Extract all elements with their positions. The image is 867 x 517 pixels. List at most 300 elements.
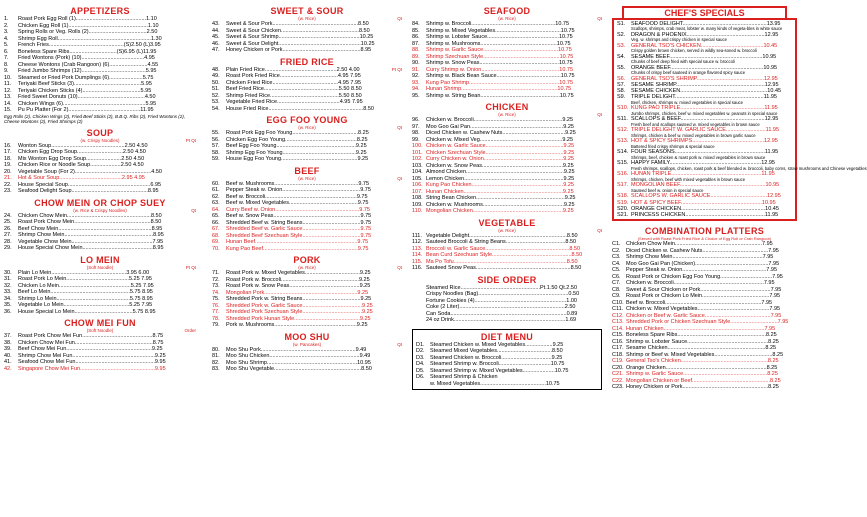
item-number: 74. (212, 289, 220, 296)
item-number: C8. (612, 286, 621, 293)
item-text: Roast Pork or Chicken Lo Mein............................................7.95 (626, 293, 781, 300)
item-text: Chicken w. Mushrooms.....................................................9.25 (426, 201, 575, 208)
item-text: Shrimp Chow Mein..........................................................8.95 (18, 232, 164, 238)
item-number: 20. (4, 168, 12, 175)
item-text: Shrimp Egg Foo Young................................................9.25 (226, 149, 367, 156)
item-number: 10. (4, 74, 12, 81)
item-text: Cheese Wontons (Crab Rangoon) (6).........................4.55 (18, 61, 159, 68)
item-text: Beef w. Broccoli...............................................................7.95 (626, 299, 773, 306)
item-number: 49. (212, 73, 220, 79)
item-number: 75. (212, 296, 220, 302)
item-text: Steamed Rice....................................................Pt.1.50 Qt.2.50 (426, 284, 578, 291)
item-number: 44. (212, 27, 220, 34)
item-number: S16. (617, 171, 629, 178)
size-labels: Pt Qt (185, 264, 196, 270)
item-description: Beef, chicken, shrimps w. mixed vegetables in special sauce (631, 99, 743, 105)
section-title: BEEF (294, 165, 320, 176)
item-number: S21. (617, 211, 629, 218)
item-text: Shrimp Egg Roll.............................................................1.30 (18, 35, 162, 42)
section-note: (Soft Noodle) (86, 328, 114, 333)
item-number: 115. (412, 258, 423, 265)
item-text: Chicken Chow Mein.......................................................8.50 (18, 212, 162, 219)
section-title: EGG FOO YOUNG (266, 115, 348, 125)
item-number: 80. (212, 346, 220, 353)
section-note: (w. Rice) (498, 227, 516, 233)
item-text: Hot & Sour Soup.........................................2.95 4.95 (18, 175, 145, 181)
item-number: 59. (212, 156, 220, 162)
item-text: Moo Shu Chicken...........................................................9.49 (226, 353, 371, 359)
item-number: S12. (617, 127, 629, 134)
size-labels: Qt (597, 16, 602, 21)
item-text: Vegetable Soup (For 2)..................................................4.50 (18, 168, 162, 175)
item-number: C9. (612, 293, 621, 300)
menu-item (412, 93, 602, 100)
item-text: Vegetable Delight................................................................8.50 (426, 232, 578, 239)
item-number: D3. (416, 354, 425, 361)
item-number: 8. (4, 61, 9, 68)
item-number: 36. (4, 308, 12, 315)
item-text: Vegetable Lo Mein...........................................5.25 7.95 (18, 302, 153, 308)
item-number: S2. (617, 31, 626, 38)
item-number: 83. (212, 366, 220, 372)
size-labels: Qt (191, 207, 196, 213)
diet-menu-title: DIET MENU (480, 331, 534, 342)
section-note: (w. Rice) (498, 16, 516, 21)
item-number: S10. (617, 105, 629, 112)
item-text: Chicken Lo Mein...............................................5.25 7.95 (18, 282, 154, 289)
item-text: Chicken w. Mixed Vegetables...............................................7.95 (626, 306, 781, 313)
item-number: S4. (617, 53, 626, 60)
item-text: Shredded Beef Szechuan Style......................................9.75 (226, 232, 372, 239)
item-number: 5. (4, 42, 9, 48)
item-text: Spring Rolls or Veg. Rolls (2)......................................2.50 (18, 29, 158, 35)
item-description: Chunks of crispy beef sauteed in orange flavored spicy sauce (631, 70, 746, 76)
item-text: Mongolian Pork.............................................................9.25 (226, 289, 369, 296)
item-number: 30. (4, 269, 12, 276)
size-labels: Pt Qt (391, 66, 402, 72)
item-number: 113. (412, 245, 423, 252)
item-number: 93. (412, 79, 420, 86)
item-number: D1. (416, 341, 425, 348)
item-number: S20. (617, 205, 629, 212)
item-number: 7. (4, 55, 9, 61)
item-number: C11. (612, 306, 624, 313)
item-text: Chicken w. Snow Peas.....................................................9.25 (426, 162, 574, 169)
item-text: Shrimp w. Lobster Sauce.....................................................8.25 (626, 338, 779, 345)
item-number: 82. (212, 359, 220, 366)
item-text: ORANGE BEEF.............................................................10.95 (631, 64, 778, 71)
item-text: Chicken Egg Drop Soup..............................2.50 4.50 (18, 149, 146, 155)
item-text: 24 oz Drink.........................................................................1.69 (426, 317, 577, 323)
item-number: S18. (617, 193, 629, 200)
item-number: D2. (416, 348, 425, 354)
menu-section (212, 255, 402, 329)
item-text: Curry Chicken w. Onion....................................................9.25 (426, 156, 574, 162)
item-text: Seafood Chow Mei Fun....................................................9.95 (18, 359, 166, 365)
section-subtitle (212, 342, 402, 347)
menu-item (4, 245, 196, 252)
item-text: Chicken Egg Roll (1)....................................................1.10 (18, 22, 159, 29)
size-labels: Qt (597, 112, 602, 117)
menu-item (4, 309, 196, 316)
item-text: Shrimp w. Mushrooms..................................................10.75 (426, 40, 571, 47)
item-number: S9. (617, 94, 626, 101)
menu-item (412, 317, 602, 324)
item-number: C5. (612, 267, 621, 274)
item-text: Moo Goo Gai Pan (Chicken)................................................7.95 (626, 260, 780, 267)
item-number: 61. (212, 187, 220, 193)
item-number: 39. (4, 346, 12, 352)
item-number: 27. (4, 232, 12, 238)
item-text: Shrimp w. Snow Peas....................................................10.75 (426, 60, 573, 66)
item-number: S13. (617, 138, 629, 145)
item-text: Boneless Spare Ribs...............................(S)6.95 (L)11.95 (18, 48, 157, 55)
section-subtitle (212, 125, 402, 130)
item-number: 31. (4, 276, 12, 282)
item-number: 95. (412, 92, 420, 99)
item-text: Chicken w. Broccoli...........................................................7.95 (626, 280, 775, 287)
menu-section (4, 198, 196, 252)
item-number: 29. (4, 245, 12, 251)
item-text: Chicken w. Broccoli..........................................................9.25 (426, 117, 574, 123)
menu-section (412, 102, 602, 215)
section-note: (w. Crispy Noodles) (80, 137, 120, 143)
item-description: Jumbo shrimps, chicken, beef w. mixed vegetables w. peanuts in special sauce (631, 110, 778, 116)
size-labels: Qt (597, 227, 602, 233)
item-number: 1. (4, 16, 9, 22)
item-text: Chicken Chow Mein.........................................................7.95 (626, 241, 773, 248)
item-number: 58. (212, 149, 220, 156)
item-number: 18. (4, 155, 12, 162)
item-text: Shredded Pork w. Garlic Sauce.......................................9.25 (226, 302, 373, 309)
item-number: 73. (212, 283, 220, 289)
item-text: Chicken Fried Rice...........................................4.95 7.95 (226, 79, 362, 86)
item-text: Roast Pork w. Broccoli...................................................9.25 (226, 276, 370, 283)
item-number: 43. (212, 21, 220, 27)
item-number: C15. (612, 332, 624, 339)
item-text: GENERAL TSO'S SHRIMP............................................12.95 (631, 75, 778, 82)
item-number: 63. (212, 200, 220, 206)
item-text: TRIPLE DELIGHT W. GARLIC SAUCE..........................11.95 (631, 127, 780, 134)
item-text: Pork w. Mushrooms......................................................9.25 (226, 322, 368, 328)
section-title: SWEET & SOUR (270, 6, 344, 16)
item-number: 3. (4, 29, 9, 35)
item-number: C10. (612, 299, 624, 306)
item-text: Shrimp w. Mixed Vegetables...........................................10.75 (426, 27, 575, 34)
item-number: 13. (4, 94, 12, 100)
item-text: Shrimp Chow Mein...........................................................7.95 (626, 254, 774, 261)
item-number: 47. (212, 47, 220, 53)
item-text: Teriyaki Beef Sticks (3)............................................5.95 (18, 81, 152, 87)
size-labels: Qt (397, 265, 402, 270)
section-title: PORK (293, 255, 321, 265)
item-number: 51. (212, 86, 220, 92)
menu-item (212, 322, 402, 329)
item-number: 102. (412, 156, 423, 162)
item-text: Teriyaki Chicken Sticks (4)......................................5.95 (18, 87, 152, 94)
menu-item (4, 188, 196, 195)
item-number: C4. (612, 260, 621, 267)
item-number: C6. (612, 273, 621, 280)
item-text: Crispy Noodles (Bag)...........................................................0.50 (426, 291, 580, 297)
item-text: Beef w. Broccoli............................................................9.75 (226, 193, 368, 200)
item-text: Honey Chicken or Pork........................................................8.25 (626, 384, 779, 391)
item-text: Pepper Steak w. Onion.......................................................7.95 (626, 267, 778, 274)
item-text: House Fried Rice..............................................................8.50 (226, 105, 374, 112)
item-text: HOT & SPICY SHRIMPS...............................................12.95 (631, 138, 778, 145)
item-text: HOT & SPICY BEEF.....................................................10.95 (631, 199, 776, 206)
item-number: 72. (212, 276, 220, 283)
item-number: 86. (412, 34, 420, 40)
section-subtitle (4, 265, 196, 270)
item-text: Broccoli w. Garlic Sauce.......................................................8.50 (426, 245, 581, 252)
menu-item (212, 156, 402, 163)
item-text: PRINCESS CHICKEN....................................................11.95 (631, 211, 779, 218)
item-text: Plain Fried Rice...............................................2.50 4.00 (226, 66, 360, 73)
item-text: Roast Pork Chow Mein..................................................8.50 (18, 219, 162, 225)
section-subtitle (412, 112, 602, 117)
chefs-specials-box (612, 18, 867, 221)
item-number: C23. (612, 384, 624, 391)
item-number: 78. (212, 315, 220, 322)
item-number: 2. (4, 22, 9, 29)
menu-item (212, 47, 402, 54)
item-text: Shrimp w. Lobster Sauce...............................................10.75 (426, 34, 573, 40)
item-text: Roast Pork or Chicken Egg Foo Young..................................7.95 (626, 273, 783, 280)
item-number: 62. (212, 193, 220, 200)
section-note: (w. Rice) (298, 175, 316, 181)
item-text: Vegetable Chow Mein.....................................................7.95 (18, 238, 164, 245)
item-number: 33. (4, 289, 12, 295)
item-number: 46. (212, 40, 220, 47)
item-text: Mongolian Chicken or Beef...................................................8.25 (626, 377, 781, 384)
item-number: 67. (212, 226, 220, 232)
menu-section (212, 332, 402, 373)
item-text: Shrimp w. Broccoli.......................................................10.75 (426, 21, 570, 27)
item-text: Diced Chicken w. Cashew Nuts.........................................9.25 (426, 130, 576, 136)
item-text: HAPPY FAMILY............................................................12.95 (631, 160, 775, 167)
item-text: Kung Pao Beef..............................................................9.75 (226, 245, 369, 252)
item-text: Sweet & Sour Pork........................................................8.50 (226, 21, 369, 27)
item-text: Sweet & Sour Chicken or Pork..............................................7.95 (626, 286, 782, 293)
section-subtitle (212, 176, 402, 181)
menu-section (4, 318, 196, 372)
item-text: SCALLOPS W. GARLIC SAUCE.....................................12.95 (631, 193, 781, 200)
item-text: Sweet & Sour Chicken...................................................8.50 (226, 27, 370, 34)
item-text: Coke (2 Liter).....................................................................2.50 (426, 304, 576, 310)
item-number: 55. (212, 130, 220, 136)
item-text: Roast Pork w. Snow Peas..............................................9.25 (226, 283, 371, 289)
menu-section (4, 6, 196, 125)
item-text: Bean Curd Szechuan Style....................................................8.50 (426, 252, 583, 258)
item-text: Curry Beef w. Onion.......................................................9.75 (226, 206, 370, 213)
menu-item (4, 366, 196, 373)
item-number: 97. (412, 123, 420, 130)
item-number: C2. (612, 247, 621, 254)
section-title: CHOW MEI FUN (64, 318, 136, 328)
item-number: 52. (212, 92, 220, 99)
item-number: C7. (612, 280, 621, 287)
menu-section (212, 6, 402, 54)
item-text: Moo Shu Vegetable.........................................................8.50 (226, 366, 372, 372)
item-text: House Special Chow Mein..............................................8.95 (18, 245, 164, 251)
item-text: Roast Pork Fried Rice......................................4.95 7.95 (226, 73, 361, 79)
section-subtitle (212, 16, 402, 21)
item-number: 116. (412, 265, 423, 271)
item-number: 11. (4, 81, 12, 87)
item-description: Veg. w. shrimps and crispy chicken in special sauce (631, 37, 727, 43)
item-number: 101. (412, 149, 423, 156)
item-text: MONGOLIAN BEEF........................................................10.95 (631, 182, 780, 189)
item-number: S17. (617, 182, 629, 189)
item-number: 106. (412, 182, 423, 188)
item-text: Fried Sweet Donuts (10)............................................4.50 (18, 94, 156, 100)
item-text: Fortune Cookies (4)............................................................1.00 (426, 297, 577, 304)
size-labels: Qt (397, 175, 402, 181)
section-title: CHICKEN (485, 102, 529, 112)
item-number: 64. (212, 206, 220, 213)
item-number: C13. (612, 319, 624, 326)
item-number: S3. (617, 42, 626, 49)
menu-item (617, 212, 792, 218)
section-title: CHOW MEIN OR CHOP SUEY (34, 197, 166, 208)
section-subtitle (4, 138, 196, 143)
item-number: D6. (416, 374, 425, 380)
item-number: 38. (4, 339, 12, 346)
item-text: Steamed Chicken w. Broccoli.................................9.25 (430, 354, 563, 361)
menu-column-3 (412, 6, 602, 393)
section-note: (w. Rice) (298, 125, 316, 130)
item-number: 105. (412, 175, 423, 182)
item-text: Chicken Rice or Noodle Soup....................2.50 4.50 (18, 162, 144, 168)
item-number: 81. (212, 353, 220, 359)
item-text: Fried Jumbo Shrimps (12)..........................................5.95 (18, 68, 157, 74)
item-number: 45. (212, 34, 220, 40)
item-text: Shrimp w. Black Bean Sauce..........................................10.75 (426, 73, 575, 79)
item-number: 57. (212, 143, 220, 149)
item-text: Shrimp w. String Bean....................................................10.75 (426, 92, 574, 99)
menu-item (412, 208, 602, 215)
item-number: 22. (4, 181, 12, 188)
menu-column-4 (612, 6, 867, 394)
section-footnote: Egg Rolls (2), Chicken Wings (2), Fried Beef Sticks (2), B.B.Q. Ribs (2), Fried Wontons (2), Cheese Wontons (2), Fried Shrimps (2) (4, 113, 186, 124)
item-number: 37. (4, 333, 12, 339)
item-text: House Special Lo Mein......................................5.75 8.95 (18, 308, 156, 315)
item-number: S8. (617, 88, 626, 95)
item-description: Fresh beef and scallops sauteed w. mixed vegetables in brown sauce (631, 121, 760, 127)
item-text: Beef Chow Mein.............................................................8.95 (18, 225, 163, 232)
item-text: SEAFOOD DELIGHT.......................................................13.95 (631, 21, 781, 27)
item-text: Shredded Pork w. String Beans......................................9.25 (226, 296, 372, 302)
item-number: 112. (412, 239, 423, 245)
item-text: Chicken w. Garlic Sauce...................................................9.25 (426, 143, 575, 149)
item-text: Shrimp Fried Rice.............................................5.50 8.50 (226, 92, 362, 99)
item-text: Mongolian Chicken...........................................................9.25 (426, 208, 574, 214)
item-number: 114. (412, 252, 423, 258)
size-labels: Qt (397, 16, 402, 21)
item-text: Roast Pork Lo Mein.........................................5.25 7.95 (18, 276, 152, 282)
item-text: Ma Po Tofu..........................................................................8.50 (426, 258, 578, 265)
section-note: (w. Rice & Crispy Noodles) (73, 207, 127, 213)
item-text: Sesame Chicken................................................................8.25 (626, 345, 777, 352)
item-number: 84. (412, 21, 420, 27)
item-number: 41. (4, 359, 12, 365)
section-title: LO MEIN (80, 254, 120, 265)
item-text: Steamed Shrimp w. Broccoli..................................10.75 (430, 361, 565, 367)
item-number: S19. (617, 199, 629, 206)
section-title: FRIED RICE (279, 56, 334, 67)
item-text: Roast Pork w. Mixed Vegetables....................................9.25 (226, 270, 371, 276)
item-description: Scallops, shrimps, crab meat, lobster w. many kinds of vegeta-bles in white sauce (631, 26, 783, 32)
item-number: 34. (4, 295, 12, 302)
item-text: Beef Lo Mein....................................................5.75 8.95 (18, 289, 153, 295)
item-text: Orange Chicken..................................................................8.25 (626, 364, 778, 371)
item-description: Chunks of beef deep fried with special sauce w. broccoli (631, 59, 735, 65)
item-number: D4. (416, 361, 425, 367)
item-description: Crispy golden brown chicken, served in wildly sea-soned w. broccoli (631, 48, 757, 54)
item-text: TRIPLE DELIGHT..........................................................11.95 (631, 94, 777, 101)
item-text: w. Mixed Vegetables...........................................10.75 (430, 380, 560, 387)
section-subtitle (212, 265, 402, 270)
menu-section (212, 57, 402, 113)
section-subtitle (4, 208, 196, 213)
menu-section (4, 255, 196, 316)
item-number: S1. (617, 21, 626, 27)
section-title: MOO SHU (284, 331, 330, 342)
item-description: Shrimps, beef, chicken & roast pork w. mixed vegetables in brown sauce (631, 154, 766, 160)
section-note: (w. Pancakes) (292, 341, 322, 347)
menu-item (212, 106, 402, 113)
item-number: D5. (416, 367, 425, 374)
item-text: Roast Pork Egg Foo Young...........................................8.25 (226, 130, 369, 136)
item-number: C14. (612, 325, 624, 332)
item-text: Chicken or Beef w. Garlic Sauce...........................................7.95 (626, 312, 782, 319)
item-text: SESAME CHICKEN.........................................................10.45 (631, 88, 782, 95)
item-number: 76. (212, 302, 220, 309)
item-number: 56. (212, 136, 220, 143)
menu-section (412, 6, 602, 99)
section-subtitle (412, 228, 602, 233)
item-text: Chicken w. Mixed Veg......................................................9.25 (426, 136, 574, 143)
item-text: Steamed or Fried Pork Dumplings (6)......................5.75 (18, 74, 154, 81)
item-text: French Fries.................................................(S)2.50 (L)3.95 (18, 42, 161, 48)
item-number: 65. (212, 213, 220, 219)
item-number: 108. (412, 195, 423, 201)
item-text: FOUR SEASONS...........................................................11.95 (631, 149, 779, 156)
item-number: 17. (4, 149, 12, 155)
section-note: (w. Rice) (298, 265, 316, 270)
size-labels: Qt (397, 125, 402, 130)
section-title: SOUP (86, 127, 114, 138)
section-note: (w. Rice) (498, 112, 516, 117)
section-note: (Soft Noodle) (86, 264, 114, 270)
size-labels: Qt (397, 341, 402, 347)
menu-section (212, 115, 402, 163)
menu-column-1 (4, 6, 196, 375)
item-number: 23. (4, 188, 12, 194)
item-text: Steamed Mixed Vegetables....................................8.50 (430, 348, 563, 354)
item-text: Pepper Steak w. Onion...................................................9.75 (226, 187, 371, 193)
item-number: 42. (4, 365, 12, 372)
item-number: 96. (412, 117, 420, 123)
menu-section (412, 218, 602, 272)
item-number: C20. (612, 364, 624, 371)
section-title: SEAFOOD (483, 6, 531, 16)
menu-item (416, 381, 598, 388)
item-text: Shrimp w. Garlic Sauce.................................................10.75 (426, 47, 572, 53)
item-text: Beef w. Mushrooms.......................................................9.75 (226, 180, 370, 187)
item-number: 50. (212, 79, 220, 86)
